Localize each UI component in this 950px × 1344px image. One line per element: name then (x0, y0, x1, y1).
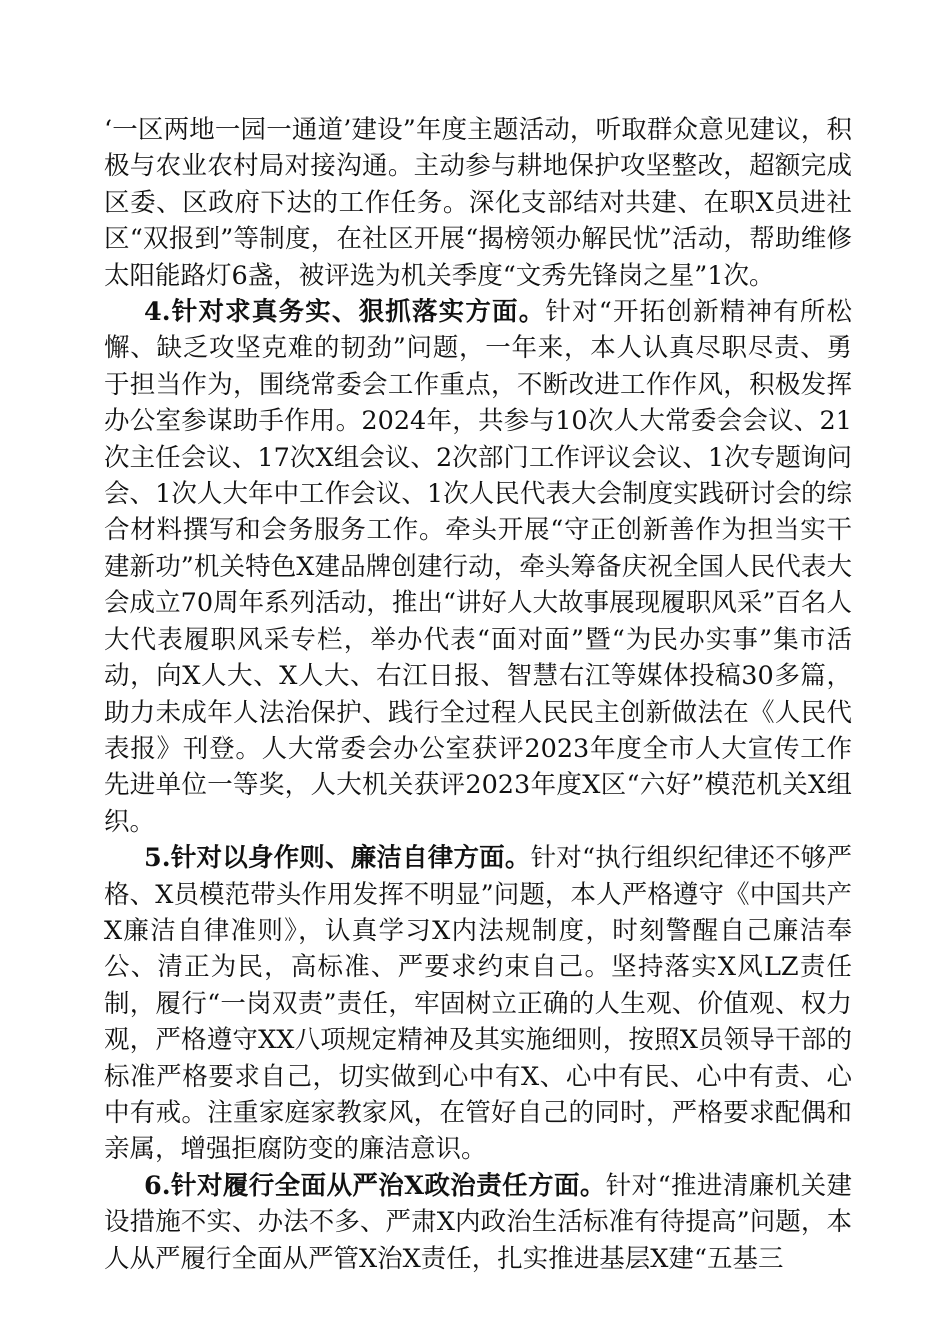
paragraph-text: ‘一区两地一园一通道’建设”年度主题活动，听取群众意见建议，积极与农业农村局对接沟通。主动参与耕地保护攻坚整改，超额完成区委、区政府下达的工作任务。深化支部结对共建、在职X员进社区“双报到”等制度，在社区开展“揭榜领办解民忧”活动，帮助维修太阳能路灯6盏，被评选为机关季度“文秀先锋岗之星”1次。 (104, 115, 852, 291)
section-heading: 5.针对以身作则、廉洁自律方面。 (144, 843, 531, 874)
paragraph-section-5 (104, 840, 852, 1168)
paragraph-section-6 (104, 1168, 852, 1277)
section-heading: 6.针对履行全面从严治X政治责任方面。 (144, 1170, 606, 1201)
document-body (104, 112, 852, 1277)
paragraph-section-4 (104, 294, 852, 840)
section-heading: 4.针对求真务实、狠抓落实方面。 (144, 297, 546, 328)
paragraph-text: 针对“开拓创新精神有所松懈、缺乏攻坚克难的韧劲”问题，一年来，本人认真尽职尽责、勇于担当作为，围绕常委会工作重点，不断改进工作作风，积极发挥办公室参谋助手作用。2024年，共参与10次人大常委会会议、21次主任会议、17次X组会议、2次部门工作评议会议、1次专题询问会、1次人大年中工作会议、1次人民代表大会制度实践研讨会的综合材料撰写和会务服务工作。牵头开展“守正创新善作为担当实干建新功”机关特色X建品牌创建行动，牵头筹备庆祝全国人民代表大会成立70周年系列活动，推出“讲好人大故事展现履职风采”百名人大代表履职风采专栏，举办代表“面对面”暨“为民办实事”集市活动，向X人大、X人大、右江日报、智慧右江等媒体投稿30多篇，助力未成年人法治保护、践行全过程人民民主创新做法在《人民代表报》刊登。人大常委会办公室获评2023年度全市人大宣传工作先进单位一等奖，人大机关获评2023年度X区“六好”模范机关X组织。 (104, 297, 853, 837)
paragraph-continuation (104, 112, 852, 294)
paragraph-text: 针对“执行组织纪律还不够严格、X员模范带头作用发挥不明显”问题，本人严格遵守《中国共产X廉洁自律准则》，认真学习X内法规制度，时刻警醒自己廉洁奉公、清正为民，高标准、严要求约束自己。坚持落实X风LZ责任制，履行“一岗双责”责任，牢固树立正确的人生观、价值观、权力观，严格遵守XX八项规定精神及其实施细则，按照X员领导干部的标准严格要求自己，切实做到心中有X、心中有民、心中有责、心中有戒。注重家庭家教家风，在管好自己的同时，严格要求配偶和亲属，增强拒腐防变的廉洁意识。 (104, 843, 852, 1165)
paragraph-text: 针对“推进清廉机关建设措施不实、办法不多、严肃X内政治生活标准有待提高”问题，本人从严履行全面从严管X治X责任，扎实推进基层X建“五基三 (104, 1170, 852, 1274)
